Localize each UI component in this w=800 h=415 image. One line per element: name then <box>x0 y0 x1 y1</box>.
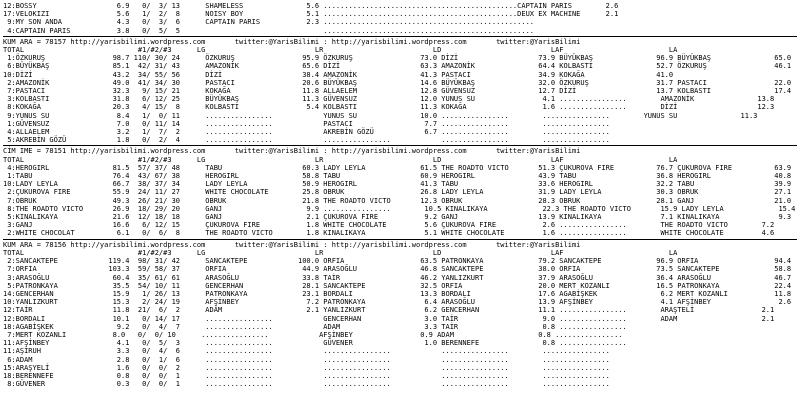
section-divider <box>3 36 797 37</box>
section-divider <box>3 239 797 240</box>
section-cim-ime-78151 <box>3 147 797 237</box>
top-block-lines: 17:VELOKIZI 5.6 1/ 2/ 8 NOISY BOY 5.1 ..............................................DEUX EX MACHINE 2.1 <box>3 10 619 19</box>
table-row: 1:ÖZKURUŞ 98.7 110/ 30/ 24 ÖZKURUŞ 95.9 ÖZKURUŞ 73.0 DİZİ 73.9 BÜYÜKBAŞ 96.9 BÜYÜKBAŞ 65.0 <box>3 54 792 63</box>
section-column-header: TOTAL #1/#2/#3 LG LR LD LAF LA <box>3 155 678 164</box>
table-row: 9:YUNUS SU 8.4 1/ 0/ 11 ................ YUNUS SU 10.0 ................ ................ YUNUS SU 11.3 <box>3 111 758 120</box>
table-row: 8:THE ROADTO VICTO 26.9 18/ 29/ 20 GANJ 9.9 ................ 10.5 KINALIKAYA 22.3 THE ROADTO VICTO 15.9 LADY LEYLA 15.4 <box>3 204 796 213</box>
table-row: 7:PASTACI 32.3 9/ 15/ 21 KOKAĞA 11.8 ALLAELEM 12.8 GÜVENSUZ 12.7 DİZİ 13.7 KOLBASTI 17.4 <box>3 87 792 96</box>
top-block-lines: 4:CAPTAIN PARIS 3.8 0/ 5/ 5 .................................................. <box>3 26 535 35</box>
section-header: KUM ARA = 78156 http://yarisbilimi.wordpress.com twitter:@YarisBilimi : http://yarisbilimi.wordpress.com twitter:@YarisBilimi <box>3 240 581 249</box>
table-row: 10:DİZİ 43.2 34/ 55/ 56 DİZİ 38.4 AMAZONİK 41.3 PASTACI 34.9 KOKAĞA 41.0 <box>3 70 674 79</box>
table-row: 10:LADY LEYLA 66.7 38/ 37/ 34 LADY LEYLA 50.9 HEROGIRL 41.3 TABU 33.6 HEROGIRL 32.2 TABU 39.9 <box>3 180 792 189</box>
table-row: 8:KOKAĞA 20.3 4/ 15/ 8 KOLBASTI 5.4 KOLBASTI 11.3 KOKAĞA 1.6 ................ DİZİ 12.3 <box>3 103 775 112</box>
table-row: 1:TABU 76.4 43/ 67/ 38 HEROGIRL 58.8 TABU 60.9 HEROGIRL 43.9 TABU 36.8 HEROGIRL 40.8 <box>3 172 792 181</box>
section-header: CİM IME = 78151 http://yarisbilimi.wordpress.com twitter:@YarisBilimi : http://yarisbilimi.wordpress.com twitter:@YarisBilimi <box>3 147 581 156</box>
table-row: 12:TAİR 11.8 21/ 6/ 2 ADÂM 2.1 YANLIZKURT 6.2 GENCERHAN 11.1 ................ ARAŞTELİ 2.1 <box>3 306 775 315</box>
top-block-lines: 12:BOSSY 6.9 0/ 3/ 13 SHAMELESS 5.6 ..............................................CAPTAIN PARIS 2.6 <box>3 2 619 10</box>
table-row: 3:ARASOĞLU 60.4 35/ 61/ 61 ARASOĞLU 33.8 TAİR 46.2 YANLIZKURT 37.9 ARASOĞLU 36.4 ARASOĞLU 46.7 <box>3 273 792 282</box>
top-block <box>3 2 797 35</box>
table-row: 4:ALLAELEM 3.2 1/ 7/ 2 ................ AKREBİN GÖZÜ 6.7 ................ ................ <box>3 128 610 137</box>
table-row: 5:KINALIKAYA 21.6 12/ 18/ 18 GANJ 2.1 ÇUKUROVA FIRE 9.2 GANJ 13.9 KINALIKAYA 7.1 KINALIKAYA 9.3 <box>3 213 792 222</box>
top-block-lines: 9:MY SON ANDA 4.3 0/ 3/ 6 CAPTAIN PARIS 2.3 .................................................. <box>3 18 619 27</box>
table-row: 5:AKREBİN GÖZÜ 1.8 0/ 2/ 4 ................ ................ ................ ................ <box>3 136 610 145</box>
table-row: 11:AŞİRUH 3.3 0/ 4/ 6 ................ ................ ................ ................ <box>3 347 610 356</box>
table-row: 3:GANJ 16.6 6/ 12/ 15 ÇUKUROVA FIRE 1.8 WHITE CHOCOLATE 5.6 ÇUKUROVA FIRE 2.6 ................ THE ROADTO VICTO 7.2 <box>3 221 775 230</box>
table-row: 4:HEROGIRL 81.5 57/ 37/ 48 TABU 60.3 LADY LEYLA 61.5 THE ROADTO VICTO 51.3 ÇUKUROVA FIRE 76.7 ÇUKUROVA FIRE 63.9 <box>3 163 792 172</box>
table-row: 2:WHITE CHOCOLAT 6.1 0/ 6/ 8 THE ROADTO VICTO 1.8 KINALIKAYA 5.1 WHITE CHOCOLATE 1.6 ................ WHITE CHOCOLATE 4.6 <box>3 229 775 238</box>
table-row: 7:MERT KOZANLI 8.0 0/ 0/ 10 ................ AFŞİNBEY 0.9 ADAM 0.8 ................ <box>3 330 623 339</box>
table-row: 10:YANLIZKURT 15.3 2/ 24/ 19 AFŞİNBEY 7.2 PATRONKAYA 6.4 ARASOĞLU 13.9 AFŞİNBEY 4.1 AFŞİNBEY 2.6 <box>3 298 792 307</box>
table-row: 2:ÇUKUROVA FIRE 55.9 24/ 11/ 27 WHITE CHOCOLATE 25.8 OBRUK 26.8 LADY LEYLA 31.9 LADY LEYLA 30.3 OBRUK 27.1 <box>3 188 792 197</box>
table-row: 6:ADAM 2.8 0/ 1/ 6 ................ ................ ................ ................ <box>3 355 610 364</box>
table-row: 18:AGABİŞKEK 9.2 0/ 4/ 7 ................ ADAM 3.3 TAİR 0.8 ................ <box>3 322 627 331</box>
table-row: 12:BORDALI 10.1 0/ 14/ 17 ................ GENCERHAN 3.0 TAİR 9.0 ................ ADAM 2.1 <box>3 314 775 323</box>
table-row: 18:BERENNEFE 0.8 0/ 0/ 1 ................ ................ ................ ................ <box>3 371 610 380</box>
table-row: 2:AMAZONİK 49.0 41/ 34/ 30 PASTACI 20.6 BÜYÜKBAŞ 14.6 BÜYÜKBAŞ 32.0 ÖZKURUŞ 31.7 PASTACI 22.0 <box>3 78 792 87</box>
table-row: 6:BÜYÜKBAŞ 85.1 42/ 31/ 43 AMAZONİK 65.6 DİZİ 63.3 AMAZONİK 64.4 KOLBASTI 52.7 ÖZKURUŞ 46.1 <box>3 62 792 71</box>
section-column-header: TOTAL #1/#2/#3 LG LR LD LAF LA <box>3 248 678 257</box>
table-row: 7:ORFIA 103.3 59/ 58/ 37 ORFIA 44.9 ARASOĞLU 46.8 SANCAKTEPE 38.0 ORFIA 73.5 SANCAKTEPE 58.8 <box>3 265 792 274</box>
section-kum-ara-78157 <box>3 38 797 145</box>
table-row: 1:GÜVENSUZ 7.0 0/ 11/ 14 ................ PASTACI 7.7 ................ ................ <box>3 119 610 128</box>
table-row: 11:AFŞİNBEY 4.1 0/ 5/ 3 ................ GÜVENER 1.0 BERENNEFE 0.8 ................ <box>3 339 627 348</box>
table-row: 8:GÜVENER 0.3 0/ 0/ 1 ................ ................ ................ ................ <box>3 380 610 389</box>
table-row: 14:GENCERHAN 15.9 1/ 26/ 13 PATRONKAYA 23.1 BORDALI 13.3 BORDALI 17.6 AGABİŞKEK 6.2 MERT KOZANLI 11.8 <box>3 289 792 298</box>
section-kum-ara-78156 <box>3 241 797 389</box>
section-header: KUM ARA = 78157 http://yarisbilimi.wordpress.com twitter:@YarisBilimi : http://yarisbilimi.wordpress.com twitter:@YarisBilimi <box>3 37 581 46</box>
table-row: 3:KOLBASTI 31.8 6/ 12/ 25 BÜYÜKBAŞ 11.3 GÜVENSUZ 12.0 YUNUS SU 4.1 ................ AMAZONİK 13.8 <box>3 95 775 104</box>
table-row: 2:SANCAKTEPE 119.4 98/ 31/ 42 SANCAKTEPE 100.0 ORFIA 63.5 PATRONKAYA 79.2 SANCAKTEPE 96.9 ORFIA 94.4 <box>3 257 792 266</box>
table-row: 15:ARAŞYELİ 1.6 0/ 0/ 2 ................ ................ ................ ................ <box>3 363 610 372</box>
table-row: 5:PATRONKAYA 35.5 54/ 10/ 11 GENCERHAN 28.1 SANCAKTEPE 32.5 ORFIA 20.0 MERT KOZANLI 16.5 PATRONKAYA 22.4 <box>3 281 792 290</box>
section-column-header: TOTAL #1/#2/#3 LG LR LD LAF LA <box>3 46 678 55</box>
table-row: 7:OBRUK 49.3 26/ 21/ 30 OBRUK 21.8 THE ROADTO VICTO 12.3 OBRUK 28.3 OBRUK 28.1 GANJ 21.0 <box>3 196 792 205</box>
